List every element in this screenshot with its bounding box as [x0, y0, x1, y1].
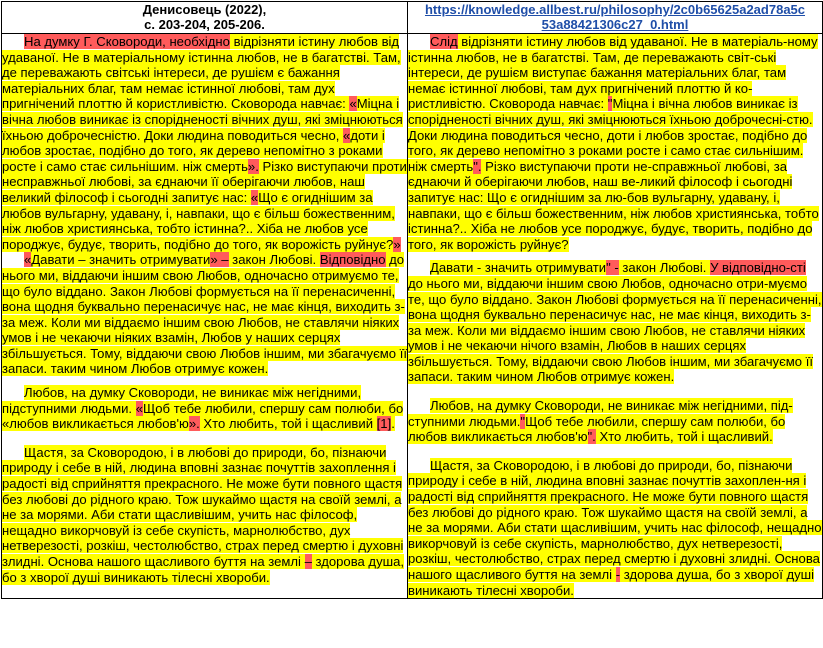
- diff-highlight: ".: [587, 429, 596, 445]
- right-paragraph-3: [408, 398, 822, 445]
- diff-highlight: » –: [210, 252, 229, 268]
- diff-highlight: Слід: [430, 34, 458, 49]
- match-highlight: здорова душа, бо з хворої душі виникають тілесні хвороби.: [408, 567, 815, 598]
- diff-highlight: " -: [606, 260, 619, 276]
- right-source-header: [408, 2, 823, 34]
- match-highlight: Давати - значить отримувати: [430, 260, 607, 276]
- left-source-title: Денисовець (2022),: [142, 2, 267, 17]
- match-highlight: Міцна і вічна любов виникає із спорідненості вічних душ, які зміцнюються їхньою доброчесністю. Доки людина поводиться чесно,: [2, 96, 403, 143]
- match-highlight: відрізняти істину любов від удаваної. Не в матеріальному істинна любов, не в багатстві. Там, де переважають світські інтереси, де рушієм є бажання матеріальних благ, там немає істинної любові, там дух пригнічений плоттю й користливістю. Сковорода навчає:: [2, 34, 401, 112]
- match-highlight: здорова душа, бо з хворої душі виникають тілесні хвороби.: [2, 554, 405, 585]
- right-paragraph-1: [408, 34, 822, 252]
- match-highlight: Хто любить, той і щасливий.: [595, 429, 773, 445]
- left-paragraph-1: [2, 34, 407, 252]
- content-row: [2, 34, 823, 599]
- match-highlight: Щоб тебе любили, спершу сам полюби, бо любов викликається любов'ю: [408, 413, 786, 445]
- match-highlight: Що є огиднішим за любов вульгарну, удавану, і, навпаки, що є більш божественним, ніж любов християнська, тобто істинна?.. Хіба не любов усе породжує, будує, творить, подібно до того, як ворожість руйнує?: [2, 189, 395, 252]
- match-highlight: Міцна і вічна любов виникає із спорідненості вічних душ, які зміцнюються їхньою доброчесні-стю. Доки людина поводиться чесно, доти і любов зростає, подібно до того, як дерево непомітно з роками росте і само стає сильнішим. ніж смерть: [408, 96, 813, 174]
- match-highlight: Любов, на думку Сковороди, не виникає між негідними, під-ступними людьми.: [408, 398, 793, 429]
- right-text-cell: [408, 34, 823, 599]
- diff-highlight: ".: [473, 158, 482, 174]
- diff-highlight: «: [349, 96, 357, 112]
- diff-highlight: ».: [247, 158, 259, 174]
- match-highlight: Щоб тебе любили, спершу сам полюби, бо «любов викликається любов'ю: [2, 400, 404, 432]
- left-paragraph-4: [2, 445, 407, 585]
- match-highlight: Любов, на думку Сковороди, не виникає між негідними, підступними людьми.: [2, 385, 362, 416]
- right-source-link-line1[interactable]: https://knowledge.allbest.ru/philosophy/2c0b65625a2ad78a5c: [424, 2, 806, 17]
- diff-highlight: «: [135, 400, 143, 416]
- right-source-link[interactable]: [425, 2, 805, 32]
- match-highlight: .: [391, 416, 395, 432]
- match-highlight: до нього ми, віддаючи іншим свою Любов, одночасно отри-муємо те, що було віддано. Закон Любові формується на її перенасиченні, вона щодня буквально перенасичує нас, не має кінця, виходить з-за меж. Коли ми віддаємо іншим свою Любов, не ставлячи ніяких умов і не чекаючи нічого взамін, Любов в наших серцях збільшується. Тому, віддаючи свою Любов іншим, ми збагачуємо її запаси. таким чином Любов отримує кожен.: [408, 275, 822, 385]
- diff-highlight: -: [615, 567, 621, 582]
- diff-highlight: «: [343, 127, 351, 143]
- right-paragraph-4: [408, 458, 822, 598]
- diff-highlight: Відповідно: [319, 252, 386, 268]
- match-highlight: закон Любові.: [618, 260, 711, 276]
- diff-highlight: У відповідно-сті: [710, 260, 806, 276]
- match-highlight: до нього ми, віддаючи іншим свою Любов, одночасно отримуємо те, що було віддано. Закон Любові формується на її перенасиченні, вона щодня буквально перенасичує нас, не має кінця, виходить з-за меж. Коли ми віддаємо іншим свою Любов, не ставлячи ніяких умов і не чекаючи ніяких взамін, Любов у наших серцях збільшується. Тому, віддаючи свою Любов іншим, ми збагачуємо її запаси. таким чином Любов отримує кожен.: [2, 252, 407, 377]
- match-highlight: Щастя, за Сковородою, і в любові до природи, бо, пізнаючи природу і себе в ній, людина вповні зазнає почуттів захоплення і радості від сприйняття прекрасного. Не може бути повного щастя без любові до рідного краю. Тож шукаймо щастя на своїй землі, а не за морями. Аби стати щасливішим, учить нас філософ, нещадно викорчовуй із себе скупість, марнолюбство, дух нетверезості, розкіш, честолюбство, страх перед смертю і духовні злидні. Основа нашого щасливого буття на землі: [2, 444, 404, 569]
- match-highlight: Різко виступаючи проти не-справжньої любові, за єднаючи й оберігаючи любов, наш ве-ликий філософ і сьогодні запитує нас: Що є огиднішим за лю-бов вульгарну, удавану, і, навпаки, що є більш божественним, ніж любов християнська, тобто істинна?.. Хіба не любов усе породжує, будує, творить, подібно до того, як ворожість руйнує?: [408, 158, 819, 252]
- diff-highlight: ».: [188, 416, 200, 432]
- comparison-table: [1, 1, 823, 599]
- diff-highlight: ": [520, 413, 526, 429]
- left-text-cell: [2, 34, 408, 599]
- left-source-pages: с. 203-204, 205-206.: [144, 17, 265, 32]
- left-paragraph-2: [2, 252, 407, 377]
- match-highlight: Хто любить, той і щасливий: [199, 416, 377, 432]
- right-source-link-line2[interactable]: 53a88421306c27_0.html: [541, 17, 689, 32]
- match-highlight: відрізняти істину любов від удаваної. Не в матеріаль-ному істинна любов, не в багатстві. Там, де переважають світ-ські інтереси, де рушієм виступає бажання матеріальних благ, там немає істинної любові, там дух пригнічений плоттю й ко-ристливістю. Сковорода навчає:: [408, 34, 818, 112]
- diff-highlight: На думку Г. Сковороди, необхідно: [24, 34, 230, 49]
- right-paragraph-2: [408, 260, 822, 385]
- left-paragraph-3: [2, 385, 407, 432]
- match-highlight: Давати – значить отримувати: [31, 252, 211, 268]
- left-source-header: [2, 2, 408, 34]
- match-highlight: доти і любов зростає, подібно до того, як дерево непомітно з роками росте і само стає сильнішим. ніж смерть: [2, 127, 385, 174]
- diff-highlight: »: [393, 236, 401, 252]
- diff-highlight: –: [304, 554, 312, 569]
- citation-reference: [1]: [376, 416, 392, 432]
- header-row: [2, 2, 823, 34]
- match-highlight: Щастя, за Сковородою, і в любові до природи, бо, пізнаючи природу і себе в ній, людина вповні зазнає почуттів захоплен-ня і радості від сприйняття прекрасного. Не може бути повного щастя без любові до рідного краю. Тож шукаймо щастя на своїй землі, а не за морями. Аби стати щасливішим, учить нас філософ, нещадно викорчовуй із себе скупість, марнолюбство, дух нетверезості, розкіш, честолюбство, страх перед смертю і духовні злидні. Основа нашого щасливого буття на землі: [408, 457, 822, 582]
- diff-highlight: «: [250, 189, 259, 205]
- match-highlight: Різко виступаючи проти несправжньої любові, за єднаючи її оберігаючи любов, наш великий філософ і сьогодні запитує нас:: [2, 158, 407, 205]
- diff-highlight: ": [607, 96, 613, 112]
- diff-highlight: «: [24, 252, 32, 268]
- match-highlight: закон Любові.: [228, 252, 320, 268]
